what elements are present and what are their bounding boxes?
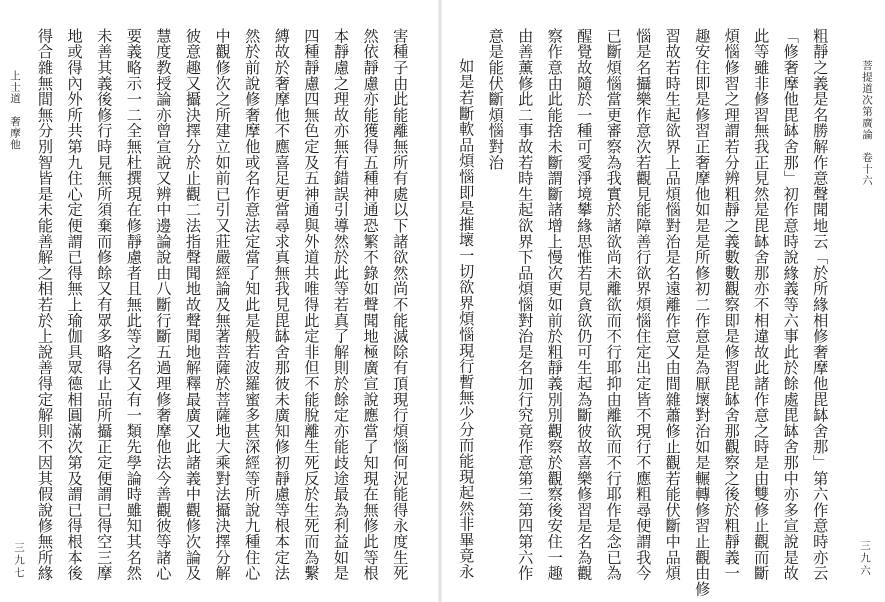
text-column: 察作意由此能捨未斷謂斷諸增上慢次更如前於粗靜義別別觀察於觀察後安住一趣 — [545, 28, 564, 581]
text-column: 縛故於奢摩他不應喜足更當尋求真無我見毘缽舍那彼未廣知修初靜慮等根本定法 — [272, 28, 291, 581]
text-column: 粗靜之義是名勝解作意聲聞地云「於所緣相修奢摩他毘缽舍那」第六作意時亦云 — [811, 28, 830, 581]
text-column: 害種子由此能離無所有處以下諸欲然尚不能滅除有頂現行煩惱何況能得永度生死 — [391, 28, 410, 581]
text-column: 由善薰修此二事故若時生起欲界下品煩惱對治是名加行究竟作意第三第四第六作 — [516, 28, 535, 581]
page-number: 三九七 — [13, 542, 25, 580]
text-column: 中觀修次之所建立如前已引又莊嚴經論及無著菩薩於菩薩地大乘對法攝決擇分解 — [213, 28, 232, 581]
right-page — [440, 0, 885, 602]
text-column: 如是若斷軟品煩惱即是摧壞一切欲界煩惱現行暫無少分而能現起然非畢竟永 — [457, 58, 476, 580]
text-column: 已斷煩惱當更審察為我實於諸欲尚未離欲而不行耶抑由離欲而不行耶作是念已為 — [604, 28, 623, 581]
text-column: 未善其義後修行時見無所須棄而修餘又有眾多略得止品所攝正定便謂已得空三摩 — [95, 28, 114, 581]
left-page — [0, 0, 440, 602]
text-column: 慧度教授論亦曾宣說又辨中邊論說由八斷行斷五過理修奢摩他法今善觀彼等諸心 — [154, 28, 173, 581]
text-column: 彼意趣又攝決擇分於止觀二法指聲聞地故聲聞地解釋最廣又此諸義中觀修次論及 — [184, 28, 202, 581]
text-column: 煩惱修習之理謂若分辨粗靜之義數數觀察即是修習毘缽舍那觀察之後於粗靜義一 — [722, 28, 741, 581]
text-column: 習故若時生起欲界上品煩惱對治是名遠離作意又由間雜蕭修止觀若能伏斷中品煩 — [663, 28, 682, 581]
text-column: 「修奢摩他毘缽舍那」初作意時說緣義等六事此於餘處毘缽舍那中亦多宣說是故 — [781, 28, 800, 581]
text-column: 得合雜無間無分別智皆是未能善解之相若於上說善得定解則不因其假說修無所緣 — [36, 28, 54, 581]
text-column: 本靜慮之理故亦無有錯誤引導然於此等若真了解則於餘定亦能歧途最為利益如是 — [332, 28, 350, 581]
text-column: 地或得內外所共第九住心定便謂已得無上瑜伽具眾德相圓滿次第及謂已得根本後 — [65, 28, 84, 581]
text-column: 醒覺故隨於一種可愛淨境攀緣思惟若見貪欲仍可生起為斷彼故喜樂修習是名為觀 — [575, 28, 594, 581]
page-number: 三九六 — [859, 540, 871, 578]
text-column: 此等雖非修習無我正見然是毘缽舍那亦不相違故此諸作意之時是由雙修止觀而斷 — [752, 28, 771, 581]
text-column: 趣安住即是修習正奢摩他如是是所修初二作意是為厭壞對治如是輾轉修習止觀由修 — [693, 28, 712, 597]
text-column: 惱是名攝樂作意次若觀見能障善行欲界煩惱住定出定皆不現行不應粗尋便謂我今 — [634, 28, 653, 581]
text-column: 然於前說修奢摩他或名作意法定當了知此是般若波羅蜜多甚深經等所說九種住心 — [243, 28, 262, 581]
text-column: 要義略示一二全無杜撰現在修靜慮者且無此等之名又有一類先學論時雖知其名然 — [124, 28, 143, 581]
running-header: 上士道 奢摩他 — [9, 70, 21, 151]
text-column: 然依靜慮亦能獲得五種神通恐繁不錄如聲聞地極廣宣說應當了知現在無修此等根 — [361, 28, 380, 581]
text-column: 四種靜慮四無色定及五神通與外道共唯得此定非但不能脫離生死反於生死而為繫 — [302, 28, 321, 581]
running-header: 菩提道次第廣論 卷十六 — [861, 60, 873, 187]
text-column: 意是能伏斷煩惱對治 — [486, 28, 505, 171]
